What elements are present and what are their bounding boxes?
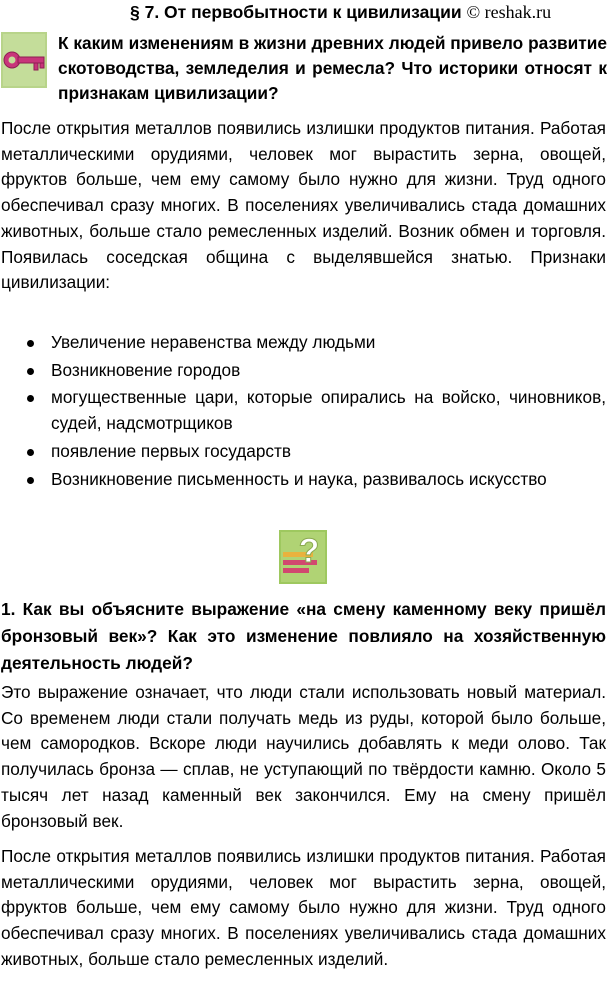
question-mark-icon: [279, 530, 327, 584]
list-item: Увеличение неравенства между людьми: [0, 330, 606, 356]
answer-paragraph-1: После открытия металлов появились излишки продуктов питания. Работая металлическими орудиями, человек мог вырастить зерна, овощей, фруктов больше, чем ему самому было нужно для жизни. Труд одного обеспечивал сразу многих. В поселениях увеличивались стада домашних животных, больше стало ремесленных изделий. Возник обмен и торговля. Появилась соседская община с выделявшейся знатью. Признаки цивилизации:: [1, 118, 606, 293]
answer-paragraph-3: После открытия металлов появились излишки продуктов питания. Работая металлическими орудиями, человек мог вырастить зерна, овощей, фруктов больше, чем ему самому было нужно для жизни. Труд одного обеспечивал сразу многих. В поселениях увеличивались стада домашних животных, больше стало ремесленных изделий.: [1, 846, 606, 969]
civilization-signs-list: [0, 330, 606, 494]
site-credit: © reshak.ru: [466, 2, 552, 22]
list-item: Возникновение письменность и наука, развивалось искусство: [0, 467, 606, 493]
answer-paragraph-2: Это выражение означает, что люди стали использовать новый материал. Со временем люди стали получать медь из руды, которой было больше, чем самородков. Вскоре люди научились добавлять к меди олово. Так получилась бронза — сплав, не уступающий по твёрдости камню. Около 5 тысяч лет назад каменный век закончился. Ему на смену пришёл бронзовый век.: [1, 682, 606, 831]
lesson-question: К каким изменениям в жизни древних людей привело развитие скотоводства, земледелия и ремесла? Что историки относят к признакам цивилизации?: [58, 33, 607, 103]
list-item: Возникновение городов: [0, 358, 606, 384]
svg-text:?: ?: [298, 532, 320, 570]
key-icon: [1, 32, 47, 88]
list-item: могущественные цари, которые опирались на войско, чиновников, судей, надсмотрщиков: [0, 385, 606, 436]
question-1: 1. Как вы объясните выражение «на смену каменному веку пришёл бронзовый век»? Как это изменение повлияло на хозяйственную деятельность людей?: [1, 599, 606, 673]
chapter-title: § 7. От первобытности к цивилизации: [130, 2, 462, 22]
page-header: [130, 0, 607, 24]
list-item: появление первых государств: [0, 439, 606, 465]
